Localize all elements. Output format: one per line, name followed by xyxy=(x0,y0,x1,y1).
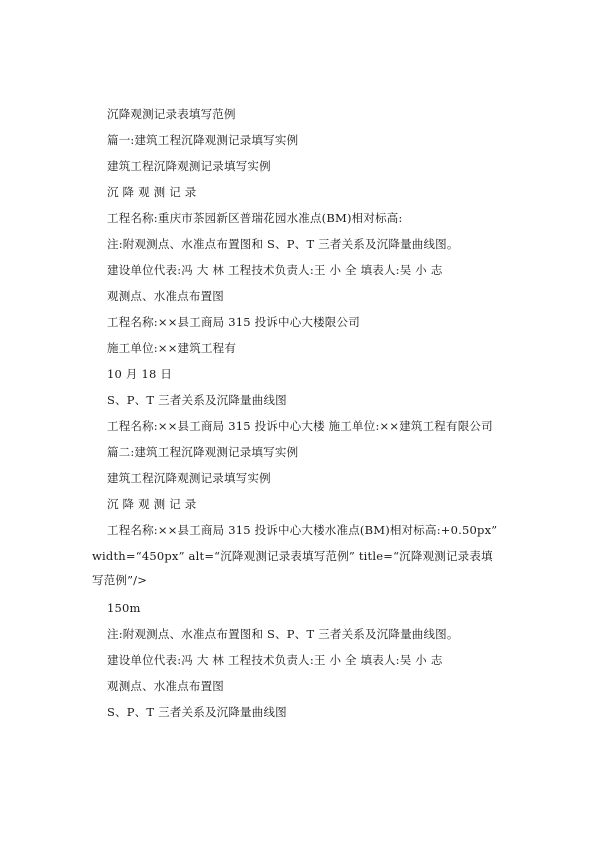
scale-line: 150m xyxy=(107,601,141,615)
record-heading: 沉 降 观 测 记 录 xyxy=(107,497,197,511)
curve-diagram-caption: S、P、T 三者关系及沉降量曲线图 xyxy=(107,393,287,407)
layout-diagram-caption: 观测点、水准点布置图 xyxy=(107,679,224,693)
record-heading: 沉 降 观 测 记 录 xyxy=(107,185,197,199)
representative-line: 建设单位代表:冯 大 林 工程技术负责人:王 小 全 填表人:吴 小 志 xyxy=(107,653,443,667)
html-fragment-line: width=“450px” alt=“沉降观测记录表填写范例” title=“沉降观测记录表填 xyxy=(92,549,493,563)
project-name-line: 工程名称:××县工商局 315 投诉中心大楼水准点(BM)相对标高:+0.50px” xyxy=(107,523,498,537)
section-heading-2: 篇二:建筑工程沉降观测记录填写实例 xyxy=(107,445,299,459)
note-line: 注:附观测点、水准点布置图和 S、P、T 三者关系及沉降量曲线图。 xyxy=(107,627,459,641)
subheading: 建筑工程沉降观测记录填写实例 xyxy=(107,471,271,485)
document-title: 沉降观测记录表填写范例 xyxy=(107,107,236,121)
representative-line: 建设单位代表:冯 大 林 工程技术负责人:王 小 全 填表人:吴 小 志 xyxy=(107,263,443,277)
date-line: 10 月 18 日 xyxy=(107,367,173,381)
section-heading-1: 篇一:建筑工程沉降观测记录填写实例 xyxy=(107,133,299,147)
note-line: 注:附观测点、水准点布置图和 S、P、T 三者关系及沉降量曲线图。 xyxy=(107,237,459,251)
subheading: 建筑工程沉降观测记录填写实例 xyxy=(107,159,271,173)
curve-diagram-caption: S、P、T 三者关系及沉降量曲线图 xyxy=(107,705,287,719)
project-name-line: 工程名称:重庆市茶园新区普瑞花园水准点(BM)相对标高: xyxy=(107,211,403,225)
project-name-line: 工程名称:××县工商局 315 投诉中心大楼 施工单位:××建筑工程有限公司 xyxy=(107,419,493,433)
project-name-line: 工程名称:××县工商局 315 投诉中心大楼限公司 xyxy=(107,315,360,329)
layout-diagram-caption: 观测点、水准点布置图 xyxy=(107,289,224,303)
html-fragment-line: 写范例”/> xyxy=(92,573,148,587)
construction-unit-line: 施工单位:××建筑工程有 xyxy=(107,341,237,355)
